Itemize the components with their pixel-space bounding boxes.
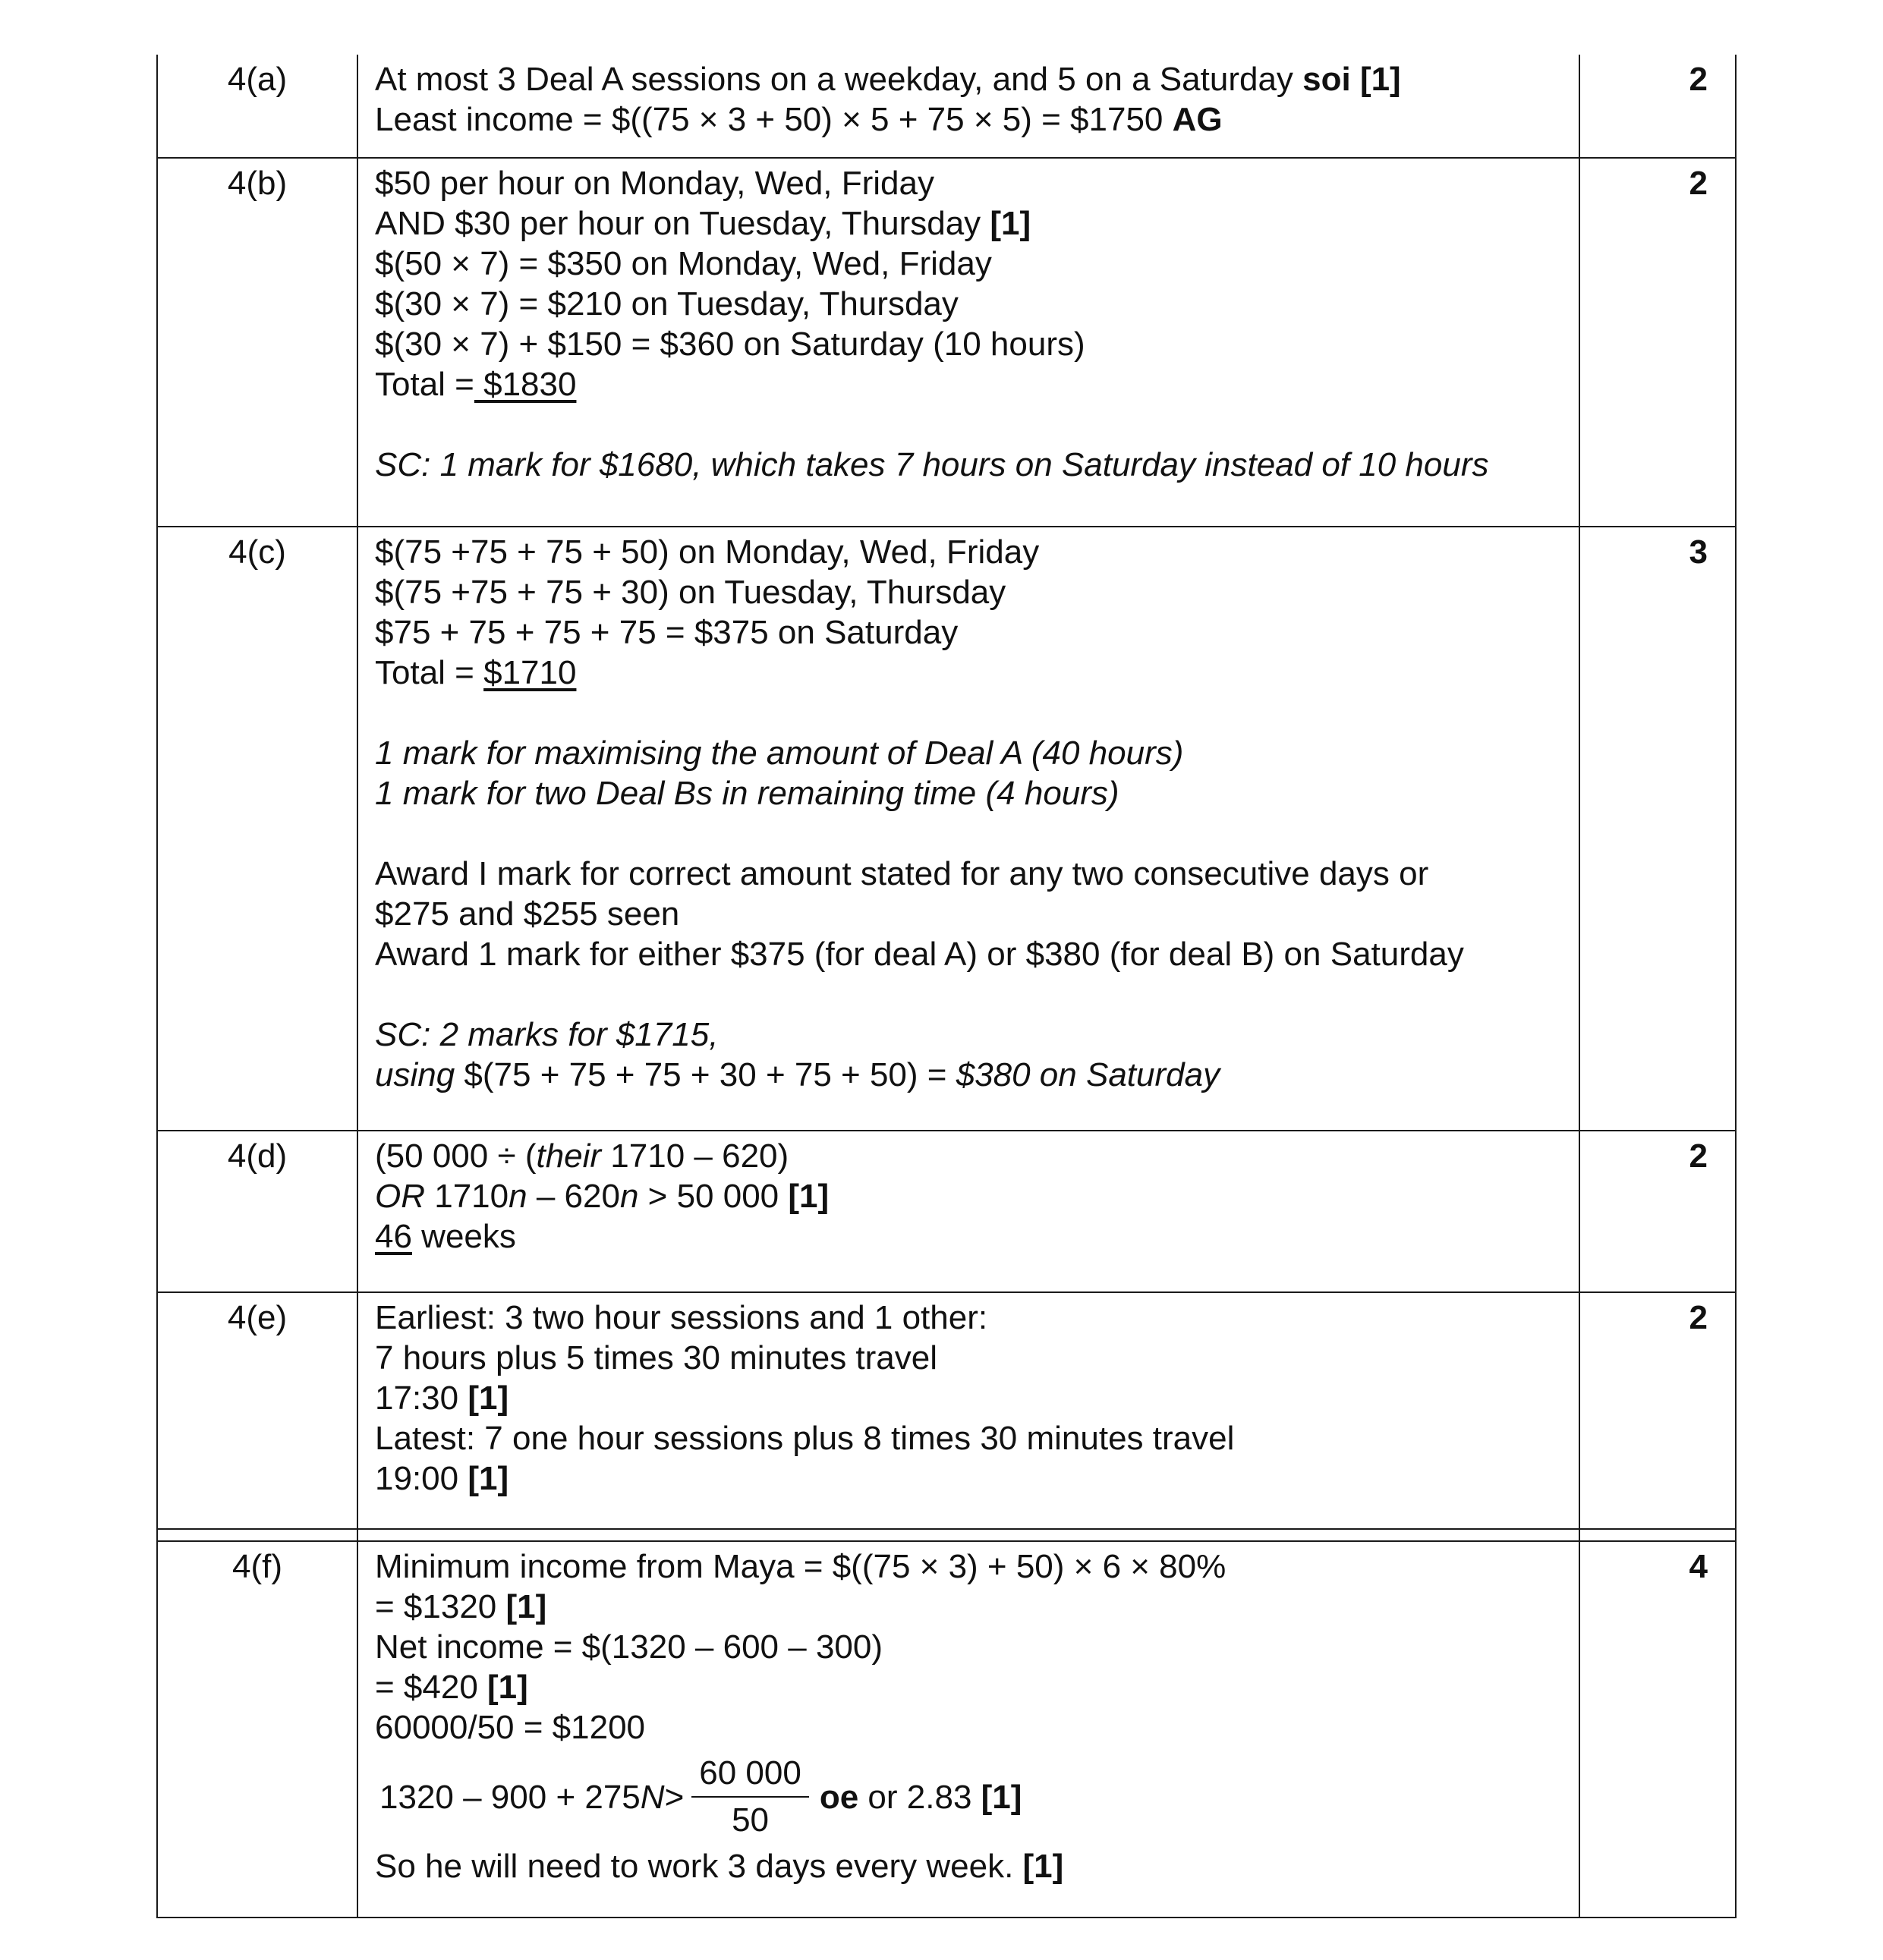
mark-code: [1] (1022, 1848, 1064, 1885)
answer-line (375, 1846, 1563, 1886)
answer-line: $(30 × 7) = $210 on Tuesday, Thursday (375, 285, 959, 322)
answer-text: 1710 – 620) (601, 1137, 789, 1175)
table-row (156, 55, 1737, 159)
answer-line (375, 203, 1563, 244)
mark-code: AG (1172, 101, 1223, 138)
mark-scheme-table (156, 55, 1737, 1918)
final-answer: $1710 (483, 654, 577, 691)
answer-line: Earliest: 3 two hour sessions and 1 other: (375, 1299, 988, 1336)
answer-text: > (664, 1778, 685, 1816)
mark-code: [1] (468, 1380, 509, 1417)
answer-line (375, 653, 1563, 693)
answer-line (375, 733, 1563, 773)
answer-text: 17:30 (375, 1380, 468, 1417)
answer-text: = $420 (375, 1669, 488, 1706)
answer-text: $(75 + 75 + 75 + 30 + 75 + 50) = (455, 1056, 956, 1093)
answer-cell (358, 1293, 1579, 1528)
answer-line: $(75 +75 + 75 + 30) on Tuesday, Thursday (375, 574, 1006, 611)
answer-line: $75 + 75 + 75 + 75 = $375 on Saturday (375, 614, 959, 651)
answer-line (375, 59, 1563, 99)
answer-line (375, 773, 1563, 813)
answer-text: (50 000 ÷ ( (375, 1137, 537, 1175)
fraction (691, 1751, 809, 1843)
answer-line: $(75 +75 + 75 + 50) on Monday, Wed, Friday (375, 533, 1040, 571)
answer-line (375, 1458, 1563, 1499)
answer-text: AND $30 per hour on Tuesday, Thursday (375, 205, 990, 242)
question-number: 4(f) (156, 1542, 358, 1917)
answer-text: = $1320 (375, 1588, 506, 1625)
answer-line: Latest: 7 one hour sessions plus 8 times 30 minutes travel (375, 1420, 1235, 1457)
answer-text: or 2.83 (858, 1778, 981, 1816)
answer-text: 1320 – 900 + 275 (379, 1778, 641, 1816)
answer-text: OR (375, 1178, 425, 1215)
special-case-note (375, 1015, 1563, 1055)
answer-line (375, 1136, 1563, 1176)
question-number: 4(c) (156, 527, 358, 1130)
question-number: 4(b) (156, 159, 358, 526)
page-break-divider (156, 1530, 1737, 1542)
final-answer: $1830 (474, 366, 577, 403)
answer-line (375, 1176, 1563, 1216)
marks-cell: 2 (1579, 55, 1737, 157)
answer-text: SC: 2 marks for $1715, (375, 1016, 719, 1053)
question-number: 4(d) (156, 1131, 358, 1291)
answer-line: 7 hours plus 5 times 30 minutes travel (375, 1339, 938, 1376)
answer-text: Least income = $((75 × 3 + 50) × 5 + 75 × 5) = $1750 (375, 101, 1173, 138)
answer-cell (358, 1542, 1579, 1917)
answer-text: weeks (411, 1218, 516, 1255)
fraction-numerator: 60 000 (691, 1751, 809, 1798)
answer-line: Award I mark for correct amount stated for any two consecutive days or (375, 855, 1429, 892)
table-row (156, 527, 1737, 1131)
mark-code: [1] (990, 205, 1031, 242)
marks-cell: 2 (1579, 1131, 1737, 1291)
answer-text: their (536, 1137, 602, 1175)
answer-line (375, 1587, 1563, 1627)
table-row (156, 1131, 1737, 1293)
answer-text: $380 on Saturday (956, 1056, 1220, 1093)
answer-text: SC: 1 mark for $1680, which takes 7 hours on Saturday instead of 10 hours (375, 446, 1489, 483)
answer-cell (358, 159, 1579, 526)
answer-line (375, 1667, 1563, 1707)
answer-line (375, 1378, 1563, 1418)
answer-line: Minimum income from Maya = $((75 × 3) + 50) × 6 × 80% (375, 1548, 1226, 1585)
answer-line: $(50 × 7) = $350 on Monday, Wed, Friday (375, 245, 992, 282)
answer-text: n (509, 1178, 527, 1215)
mark-code: soi [1] (1302, 61, 1401, 98)
answer-text: > 50 000 (638, 1178, 789, 1215)
mark-code: [1] (981, 1778, 1022, 1816)
question-number: 4(e) (156, 1293, 358, 1528)
inequality-line (375, 1748, 1563, 1846)
answer-line: Award 1 mark for either $375 (for deal A) or $380 (for deal B) on Saturday (375, 936, 1464, 973)
marks-cell: 2 (1579, 1293, 1737, 1528)
answer-line (375, 364, 1563, 404)
question-number: 4(a) (156, 55, 358, 157)
answer-line: Net income = $(1320 – 600 – 300) (375, 1628, 883, 1666)
answer-text: Total = (375, 654, 484, 691)
answer-line: $275 and $255 seen (375, 895, 680, 933)
answer-cell (358, 55, 1579, 157)
answer-text: – 620 (527, 1178, 620, 1215)
marks-cell: 2 (1579, 159, 1737, 526)
mark-code: oe (819, 1778, 859, 1816)
answer-text: Total = (375, 366, 474, 403)
special-case-note (375, 445, 1563, 485)
final-answer: 46 (375, 1218, 412, 1255)
answer-cell (358, 527, 1579, 1130)
answer-text: using (375, 1056, 455, 1093)
marks-cell: 3 (1579, 527, 1737, 1130)
special-case-note (375, 1055, 1563, 1095)
answer-text: 1710 (425, 1178, 509, 1215)
answer-text: 1 mark for two Deal Bs in remaining time (4 hours) (375, 775, 1119, 812)
fraction-denominator: 50 (732, 1801, 770, 1839)
mark-code: [1] (788, 1178, 830, 1215)
answer-text: So he will need to work 3 days every week. (375, 1848, 1023, 1885)
answer-text: n (619, 1178, 639, 1215)
answer-line: $(30 × 7) + $150 = $360 on Saturday (10 hours) (375, 326, 1085, 363)
answer-text: 19:00 (375, 1460, 468, 1497)
answer-cell (358, 1131, 1579, 1291)
answer-line (375, 99, 1563, 140)
answer-line: 60000/50 = $1200 (375, 1709, 646, 1746)
answer-line: $50 per hour on Monday, Wed, Friday (375, 165, 934, 202)
table-row (156, 159, 1737, 527)
answer-text: N (640, 1778, 665, 1816)
marks-cell: 4 (1579, 1542, 1737, 1917)
mark-code: [1] (487, 1669, 528, 1706)
answer-line (375, 1216, 1563, 1257)
mark-code: [1] (505, 1588, 547, 1625)
answer-text: At most 3 Deal A sessions on a weekday, and 5 on a Saturday (375, 61, 1303, 98)
answer-text: 1 mark for maximising the amount of Deal A (40 hours) (375, 735, 1184, 772)
table-row (156, 1542, 1737, 1918)
mark-code: [1] (468, 1460, 509, 1497)
table-row (156, 1293, 1737, 1530)
